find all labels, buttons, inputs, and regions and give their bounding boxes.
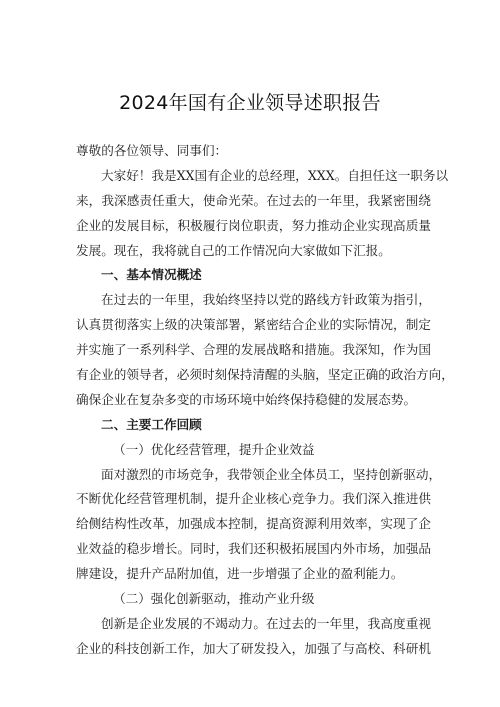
- document-title: 2024年国有企业领导述职报告: [119, 92, 381, 114]
- paragraph-line: 给侧结构性改革，加强成本控制，提高资源利用效率，实现了企: [76, 516, 431, 532]
- section-heading: 一、基本情况概述: [101, 267, 202, 283]
- paragraph-line: 确保企业在复杂多变的市场环境中始终保持稳健的发展态势。: [76, 391, 417, 407]
- paragraph-line: 认真贯彻落实上级的决策部署，紧密结合企业的实际情况，制定: [76, 317, 431, 333]
- salutation: 尊敬的各位领导、同事们：: [76, 143, 228, 158]
- paragraph-line: 发展。现在，我将就自己的工作情况向大家做如下汇报。: [76, 242, 391, 258]
- paragraph-line: 有企业的领导者，必须时刻保持清醒的头脑，坚定正确的政治方向，: [76, 367, 454, 383]
- section-heading: 二、主要工作回顾: [101, 416, 202, 432]
- paragraph-line: 并实施了一系列科学、合理的发展战略和措施。我深知，作为国: [76, 342, 431, 358]
- paragraph-line: 大家好！我是XX国有企业的总经理，XXX。自担任这一职务以: [101, 167, 449, 183]
- paragraph-line: 企业的科技创新工作，加大了研发投入，加强了与高校、科研机: [76, 640, 431, 656]
- paragraph-line: 创新是企业发展的不竭动力。在过去的一年里，我高度重视: [101, 615, 431, 631]
- paragraph-line: 在过去的一年里，我始终坚持以党的路线方针政策为指引，: [101, 292, 431, 308]
- paragraph-line: 面对激烈的市场竞争，我带领企业全体员工，坚持创新驱动，: [101, 466, 442, 482]
- paragraph-line: 来，我深感责任重大，使命光荣。在过去的一年里，我紧密围绕: [76, 192, 431, 208]
- paragraph-line: 不断优化经营管理机制，提升企业核心竞争力。我们深入推进供: [76, 491, 431, 507]
- paragraph-line: 牌建设，提升产品附加值，进一步增强了企业的盈利能力。: [76, 566, 404, 582]
- paragraph-line: 业效益的稳步增长。同时，我们还积极拓展国内外市场，加强品: [76, 541, 431, 557]
- paragraph-line: 企业的发展目标，积极履行岗位职责，努力推动企业实现高质量: [76, 217, 431, 233]
- subsection-heading: （二）强化创新驱动，推动产业升级: [113, 591, 315, 607]
- subsection-heading: （一）优化经营管理，提升企业效益: [113, 441, 315, 457]
- document-body: [76, 139, 454, 662]
